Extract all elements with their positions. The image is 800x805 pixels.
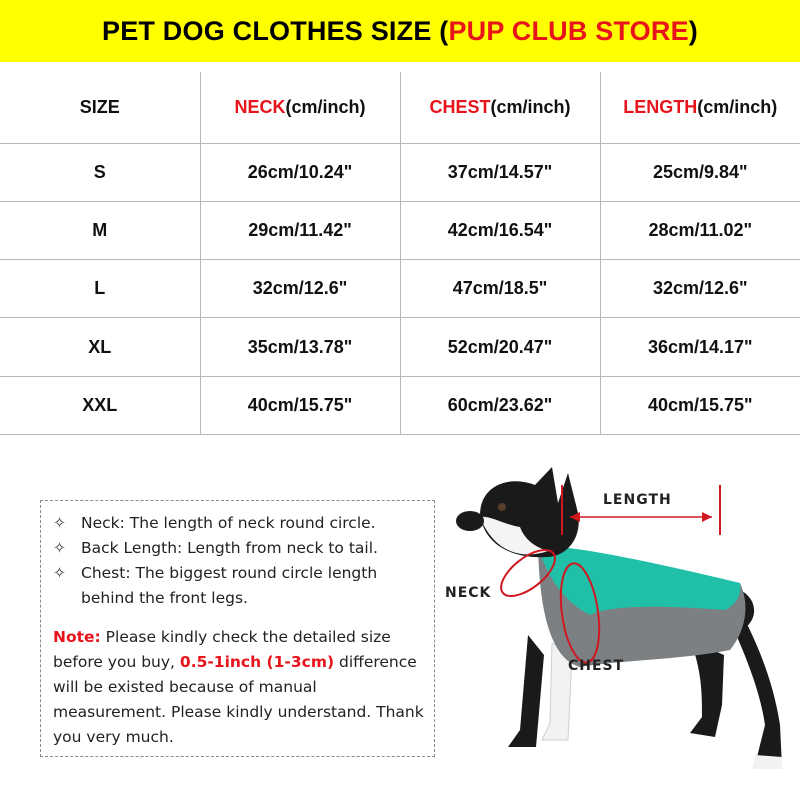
star-outline-icon: ✧ xyxy=(53,564,66,582)
list-item: ✧ Back Length: Length from neck to tail. xyxy=(53,536,426,561)
chest-cell: 42cm/16.54" xyxy=(400,201,600,259)
table-header-row xyxy=(0,72,800,143)
chest-cell: 37cm/14.57" xyxy=(400,143,600,201)
list-item: ✧ Chest: The biggest round circle length behind the front legs. xyxy=(53,561,426,611)
title-close: ) xyxy=(688,15,698,46)
header-length: LENGTH(cm/inch) xyxy=(600,72,800,143)
title-store: PUP CLUB STORE xyxy=(448,15,689,46)
table-row xyxy=(0,260,800,318)
size-cell: M xyxy=(0,201,200,259)
chest-cell: 52cm/20.47" xyxy=(400,318,600,376)
length-cell: 28cm/11.02" xyxy=(600,201,800,259)
length-cell: 32cm/12.6" xyxy=(600,260,800,318)
note-paragraph: Note: Please kindly check the detailed size before you buy, 0.5-1inch (1-3cm) difference will be existed because of manual measurement. Please kindly understand. Thank you very much. xyxy=(53,628,424,746)
table-row xyxy=(0,376,800,434)
table-row xyxy=(0,201,800,259)
neck-cell: 32cm/12.6" xyxy=(200,260,400,318)
header-size: SIZE xyxy=(0,72,200,143)
chest-label: CHEST xyxy=(568,658,625,674)
list-item: ✧ Neck: The length of neck round circle. xyxy=(53,511,426,536)
star-outline-icon: ✧ xyxy=(53,539,66,557)
neck-label: NECK xyxy=(445,585,492,601)
length-cell: 40cm/15.75" xyxy=(600,376,800,434)
table-row xyxy=(0,318,800,376)
neck-cell: 40cm/15.75" xyxy=(200,376,400,434)
header-chest: CHEST(cm/inch) xyxy=(400,72,600,143)
size-cell: S xyxy=(0,143,200,201)
length-cell: 36cm/14.17" xyxy=(600,318,800,376)
star-outline-icon: ✧ xyxy=(53,514,66,532)
header-neck: NECK(cm/inch) xyxy=(200,72,400,143)
chest-cell: 47cm/18.5" xyxy=(400,260,600,318)
neck-cell: 29cm/11.42" xyxy=(200,201,400,259)
note-highlight: 0.5-1inch (1-3cm) xyxy=(179,653,335,671)
size-cell: XXL xyxy=(0,376,200,434)
size-cell: L xyxy=(0,260,200,318)
size-cell: XL xyxy=(0,318,200,376)
length-label: LENGTH xyxy=(603,492,672,508)
title-banner xyxy=(0,0,800,62)
note-label: Note: xyxy=(53,628,101,646)
length-cell: 25cm/9.84" xyxy=(600,143,800,201)
table-row xyxy=(0,143,800,201)
title-main: PET DOG CLOTHES SIZE ( xyxy=(102,15,449,46)
neck-cell: 26cm/10.24" xyxy=(200,143,400,201)
dog-measurement-diagram xyxy=(440,455,800,800)
measurement-notes xyxy=(40,500,435,757)
size-table xyxy=(0,72,800,435)
chest-cell: 60cm/23.62" xyxy=(400,376,600,434)
neck-cell: 35cm/13.78" xyxy=(200,318,400,376)
